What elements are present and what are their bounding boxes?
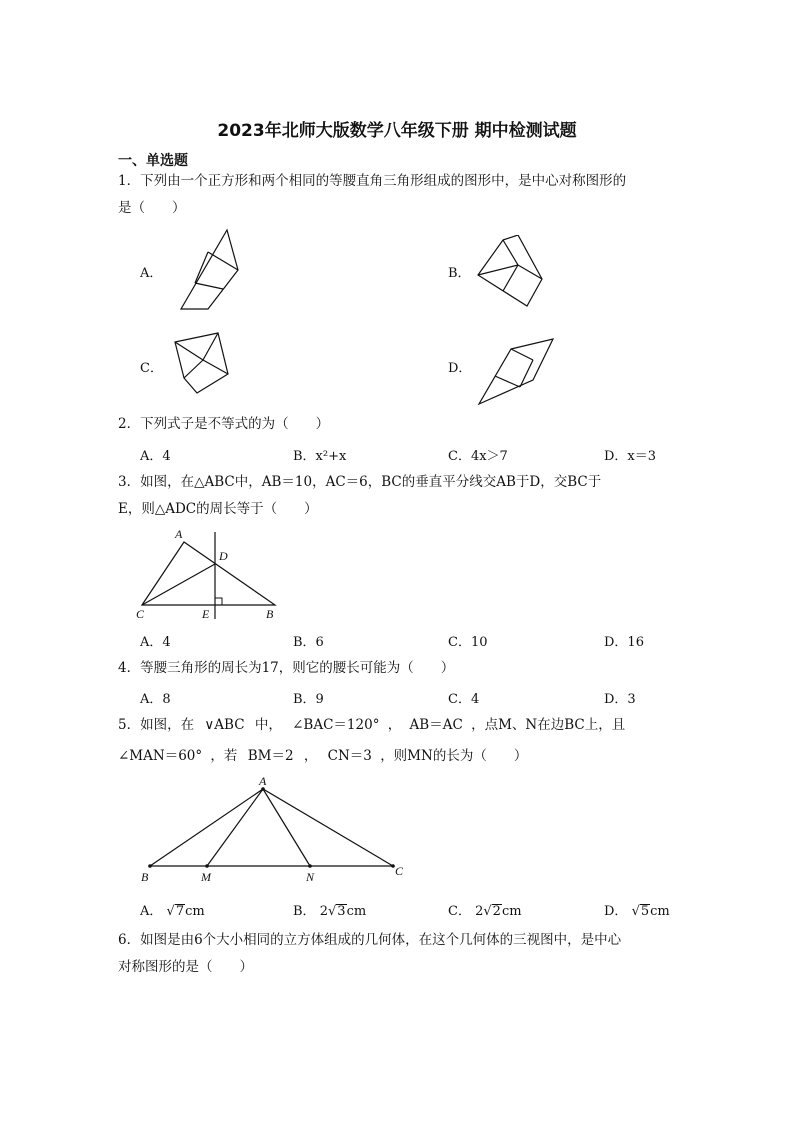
q5-text: ，若 xyxy=(210,748,238,764)
q1-stem-line2: 是（ ） xyxy=(118,200,186,216)
q5-option-c-radicand: 2 xyxy=(492,904,501,919)
q1-option-a[interactable]: A． xyxy=(140,266,163,281)
q5-text: 5．如图，在 xyxy=(118,717,195,733)
sqrt-icon: √ xyxy=(631,904,640,919)
q3-option-a[interactable]: A．4 xyxy=(140,635,171,650)
q4-option-d[interactable]: D．3 xyxy=(604,692,636,707)
q3-option-d[interactable]: D．16 xyxy=(604,635,644,650)
q5-text: 中， xyxy=(254,717,282,733)
q3-label-a: A xyxy=(175,527,183,541)
q3-label-e: E xyxy=(202,607,210,621)
q1-option-c[interactable]: C． xyxy=(140,361,163,376)
q5-label-c: C xyxy=(395,864,404,878)
q1-figure-b xyxy=(475,235,550,310)
q4-option-c[interactable]: C．4 xyxy=(448,692,480,707)
q5-option-c-unit: cm xyxy=(501,904,522,919)
q5-stem-line2 xyxy=(118,743,527,769)
q4-option-a[interactable]: A．8 xyxy=(140,692,171,707)
q5-bm: BM＝2 xyxy=(247,748,294,764)
q3-label-c: C xyxy=(136,607,145,621)
page-title: 2023年北师大版数学八年级下册 期中检测试题 xyxy=(217,121,577,141)
q5-option-b-unit: cm xyxy=(346,904,367,919)
q1-figure-a xyxy=(175,225,245,315)
q5-angle-man: ∠MAN＝60° xyxy=(118,748,203,764)
q5-text: ，点M、N在边BC上，且 xyxy=(471,717,626,733)
q5-label-n: N xyxy=(306,870,315,884)
section-heading: 一、单选题 xyxy=(118,153,188,169)
q1-figure-c xyxy=(170,330,235,405)
q5-option-d-prefix: D． xyxy=(604,904,628,919)
q5-figure xyxy=(135,775,415,890)
q1-option-d[interactable]: D． xyxy=(448,361,472,376)
q5-option-b-coef: 2 xyxy=(319,904,328,919)
q5-cn: CN＝3 xyxy=(327,748,372,764)
q1-figure-d xyxy=(475,335,560,410)
q5-option-c-prefix: C． xyxy=(448,904,471,919)
q5-option-d[interactable] xyxy=(604,900,670,919)
sqrt-icon: √ xyxy=(327,904,337,919)
q3-label-b: B xyxy=(266,607,274,621)
q5-option-c-coef: 2 xyxy=(475,904,484,919)
q5-label-b: B xyxy=(141,870,149,884)
q5-triangle-abc: ∨ABC xyxy=(204,717,245,733)
q5-text: ， xyxy=(387,717,402,733)
q6-stem-line1: 6．如图是由6个大小相同的立方体组成的几何体，在这个几何体的三视图中，是中心 xyxy=(118,932,622,948)
q6-stem-line2: 对称图形的是（ ） xyxy=(118,959,253,975)
q2-option-c[interactable]: C．4x＞7 xyxy=(448,449,508,464)
q4-option-b[interactable]: B．9 xyxy=(293,692,324,707)
sqrt-icon: √ xyxy=(166,904,175,919)
q5-text: ， xyxy=(303,748,318,764)
q3-stem-line2: E，则△ADC的周长等于（ ） xyxy=(118,501,318,517)
q5-label-m: M xyxy=(201,870,211,884)
q2-option-a[interactable]: A．4 xyxy=(140,449,171,464)
q5-stem-line1 xyxy=(118,712,625,738)
q5-option-d-unit: cm xyxy=(650,904,670,919)
q5-label-a: A xyxy=(259,775,267,788)
sqrt-icon: √ xyxy=(483,904,492,919)
q2-stem: 2．下列式子是不等式的为（ ） xyxy=(118,416,330,432)
q3-option-b[interactable]: B．6 xyxy=(293,635,324,650)
q5-option-a-unit: cm xyxy=(185,904,205,919)
q5-option-a-prefix: A． xyxy=(140,904,163,919)
q2-option-b[interactable]: B．x²+x xyxy=(293,449,347,464)
q3-stem-line1: 3．如图，在△ABC中，AB＝10，AC＝6，BC的垂直平分线交AB于D，交BC于 xyxy=(118,474,602,490)
q3-figure xyxy=(130,525,290,625)
q5-option-b-prefix: B． xyxy=(293,904,316,919)
q5-option-c[interactable] xyxy=(448,900,522,919)
q3-label-d: D xyxy=(219,549,228,563)
q2-option-d[interactable]: D．x＝3 xyxy=(604,449,657,464)
q5-option-b-radicand: 3 xyxy=(337,904,346,919)
q5-ab-eq-ac: AB＝AC xyxy=(409,717,463,733)
q1-option-b[interactable]: B． xyxy=(448,266,471,281)
q4-stem: 4．等腰三角形的周长为17，则它的腰长可能为（ ） xyxy=(118,660,455,676)
q5-option-a[interactable] xyxy=(140,900,205,919)
q5-option-d-radicand: 5 xyxy=(640,904,650,919)
q5-option-b[interactable] xyxy=(293,900,366,919)
q1-stem-line1: 1．下列由一个正方形和两个相同的等腰直角三角形组成的图形中，是中心对称图形的 xyxy=(118,173,627,189)
q5-text: ，则MN的长为（ ） xyxy=(380,748,528,764)
q5-angle-bac: ∠BAC＝120° xyxy=(292,717,380,733)
q5-option-a-radicand: 7 xyxy=(175,904,185,919)
q3-option-c[interactable]: C．10 xyxy=(448,635,488,650)
